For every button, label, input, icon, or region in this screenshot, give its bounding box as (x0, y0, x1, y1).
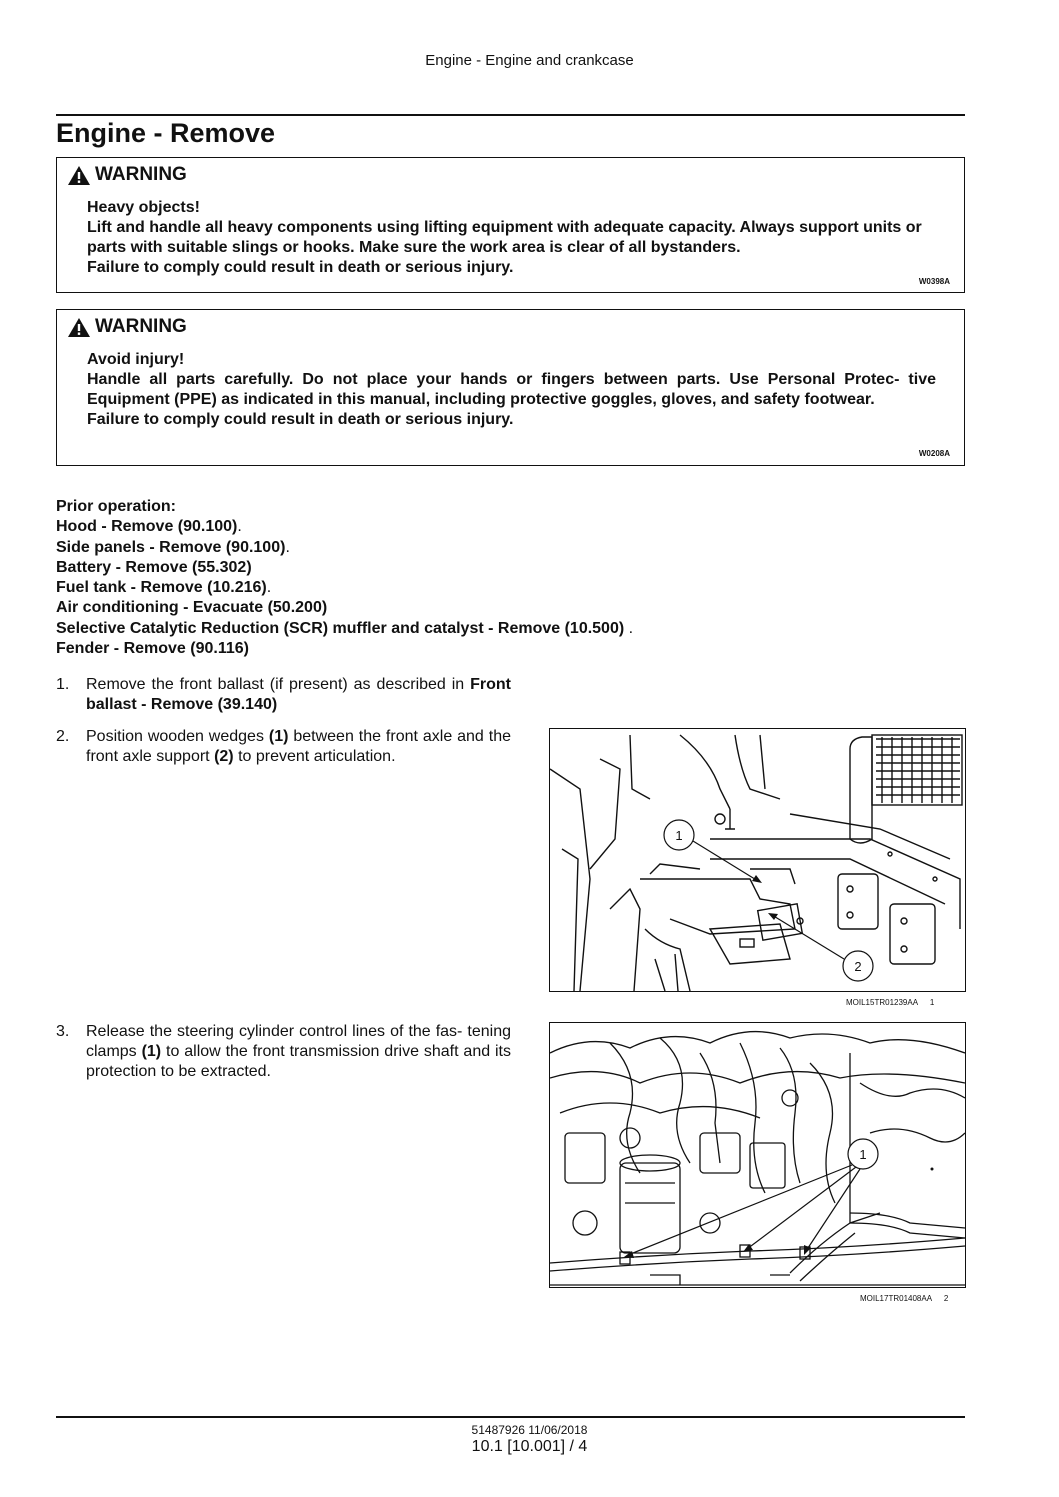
figure-number: 2 (943, 1294, 949, 1303)
step-number: 1. (56, 676, 70, 693)
step-text: to allow the front transmission drive shaft and its protection to be extracted. (86, 1043, 511, 1080)
figure-1-front-axle-wedges (549, 728, 966, 992)
running-header: Engine - Engine and crankcase (425, 52, 634, 69)
warning-text: Handle all parts carefully. Do not place your hands or fingers between parts. Use Personal Protec- tive Equipment (PPE) as indicated in this manual, including protective goggles, gloves, and safety footwear. (87, 371, 936, 408)
prior-op-item[interactable]: Hood - Remove (90.100). (56, 518, 242, 536)
prior-op-item[interactable]: Side panels - Remove (90.100). (56, 538, 290, 556)
step-text: between the front axle and the front axle support (86, 728, 511, 765)
step-reference-link[interactable]: Front ballast - Remove (39.140) (86, 676, 511, 713)
prior-operation-block (56, 497, 633, 659)
warning-triangle-icon (67, 317, 91, 338)
warning-triangle-icon (67, 165, 91, 186)
warning-code: W0398A (918, 277, 950, 286)
figure-1-callout-1: 1 (675, 828, 683, 843)
figure-2-steering-lines (549, 1022, 966, 1288)
prior-operation-heading: Prior operation: (56, 498, 177, 515)
step-number: 3. (56, 1023, 70, 1040)
callout-ref: (1) (141, 1043, 162, 1060)
warning-heading: Avoid injury! (87, 351, 185, 368)
prior-op-item[interactable]: Selective Catalytic Reduction (SCR) muffler and catalyst - Remove (10.500) . (56, 619, 634, 637)
figure-2-caption (860, 1294, 948, 1303)
callout-ref: (1) (268, 728, 289, 745)
warning-consequence: Failure to comply could result in death or serious injury. (87, 411, 514, 428)
warning-text: Lift and handle all heavy components using lifting equipment with adequate capacity. Always support units or parts with suitable slings or hooks. Make sure the work area is clear of all bystanders. (87, 219, 922, 256)
warning-box-avoid-injury (56, 309, 965, 466)
footer-doc-id: 51487926 11/06/2018 (471, 1423, 588, 1437)
figure-code: MOIL15TR01239AA (846, 998, 918, 1007)
step-text: Remove the front ballast (if present) as described in (86, 676, 471, 693)
figure-1-callout-2: 2 (854, 959, 862, 974)
prior-op-item[interactable]: Battery - Remove (55.302) (56, 558, 252, 576)
warning-box-heavy-objects (56, 157, 965, 293)
prior-op-item[interactable]: Air conditioning - Evacuate (50.200) (56, 599, 328, 617)
prior-op-item[interactable]: Fuel tank - Remove (10.216). (56, 579, 272, 597)
step-text: to prevent articulation. (233, 748, 396, 765)
warning-consequence: Failure to comply could result in death or serious injury. (87, 259, 514, 276)
step-number: 2. (56, 728, 70, 745)
prior-op-item[interactable]: Fender - Remove (90.116) (56, 640, 249, 658)
footer-divider (56, 1416, 965, 1418)
page-title: Engine - Remove (56, 118, 276, 148)
step-2 (56, 727, 511, 767)
figure-number: 1 (929, 998, 935, 1007)
step-text: Position wooden wedges (86, 728, 269, 745)
footer-page-number: 10.1 [10.001] / 4 (471, 1438, 588, 1455)
figure-code: MOIL17TR01408AA (860, 1294, 932, 1303)
warning-code: W0208A (918, 449, 950, 458)
figure-1-caption (846, 998, 934, 1007)
step-3 (56, 1022, 511, 1082)
header-divider (56, 114, 965, 116)
step-text: Release the steering cylinder control lines of the fas- tening clamps (86, 1023, 511, 1060)
warning-label: WARNING (95, 316, 187, 337)
warning-label: WARNING (95, 164, 187, 185)
callout-ref: (2) (214, 748, 234, 765)
figure-2-callout-1: 1 (859, 1147, 867, 1162)
figure-2-illustration (550, 1023, 965, 1287)
step-1 (56, 675, 511, 715)
figure-1-illustration (550, 729, 965, 991)
warning-heading: Heavy objects! (87, 199, 200, 216)
